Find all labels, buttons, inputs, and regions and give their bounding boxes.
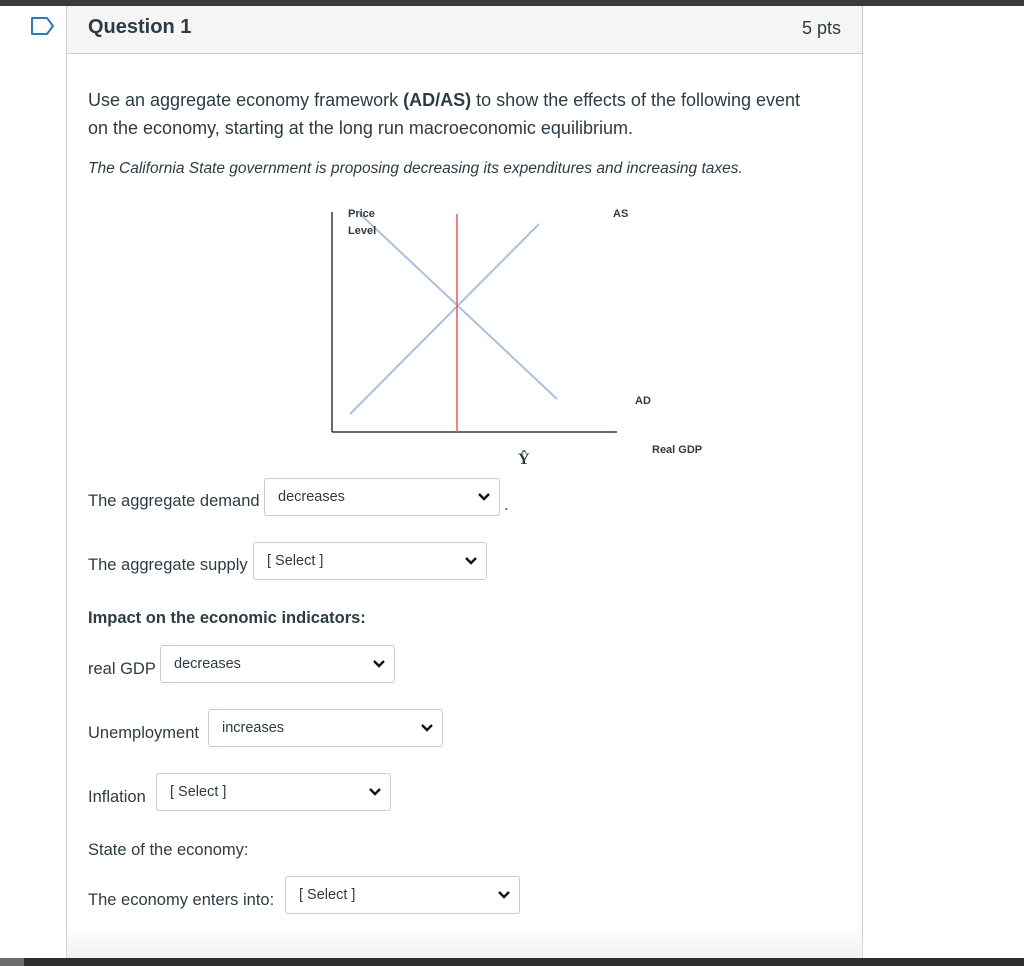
prompt-text-pre: Use an aggregate economy framework [88,90,404,110]
inflation-label: Inflation [88,788,146,806]
flag-question-icon[interactable] [30,16,56,36]
economy-enters-label: The economy enters into: [88,891,275,909]
unemployment-select[interactable] [208,709,443,747]
window-bottom-bar [0,958,1024,966]
prompt-text-bold: (AD/AS) [403,90,472,110]
chevron-down-icon [497,890,511,900]
chevron-down-icon [464,556,478,566]
ad-label: AD [635,395,651,407]
card-bottom-shadow [66,925,863,958]
unemployment-label: Unemployment [88,724,199,742]
chevron-down-icon [420,723,434,733]
inflation-select[interactable] [156,773,391,811]
aggregate-supply-label: The aggregate supply [88,556,248,574]
economy-enters-value: [ Select ] [299,887,356,903]
x-axis-label: Real GDP [652,444,703,456]
question-prompt [88,86,808,142]
unemployment-value: increases [222,720,285,736]
question-card [66,6,863,966]
y-axis-label-line2: Level [348,225,377,237]
question-header [67,6,862,54]
inflation-value: [ Select ] [170,784,227,800]
impact-heading: Impact on the economic indicators: [88,609,366,627]
question-points: 5 pts [801,18,841,38]
chevron-down-icon [477,492,491,502]
as-label: AS [613,208,629,220]
chevron-down-icon [368,787,382,797]
aggregate-supply-value: [ Select ] [267,553,324,569]
potential-output-label: Ŷ [518,451,530,468]
real-gdp-value: decreases [174,656,241,672]
question-title: Question 1 [88,16,192,38]
aggregate-demand-label: The aggregate demand [88,492,260,510]
aggregate-demand-period: . [504,496,509,514]
window-bottom-bar-corner [0,958,24,966]
y-axis-label-line1: Price [348,208,375,220]
aggregate-supply-select[interactable] [253,542,487,580]
aggregate-demand-select[interactable] [264,478,500,516]
prompt-text-post: to show the effects of the following event on the economy, starting at the long run macroeconomic equilibrium. [88,90,801,138]
question-scenario: The California State government is proposing decreasing its expenditures and increasing taxes. [88,160,743,177]
economy-enters-select[interactable] [285,876,520,914]
real-gdp-label: real GDP [88,660,156,678]
state-of-economy-heading: State of the economy: [88,841,249,859]
real-gdp-select[interactable] [160,645,395,683]
ad-as-graph [267,196,727,476]
as-curve [350,224,539,414]
aggregate-demand-value: decreases [278,489,345,505]
chevron-down-icon [372,659,386,669]
